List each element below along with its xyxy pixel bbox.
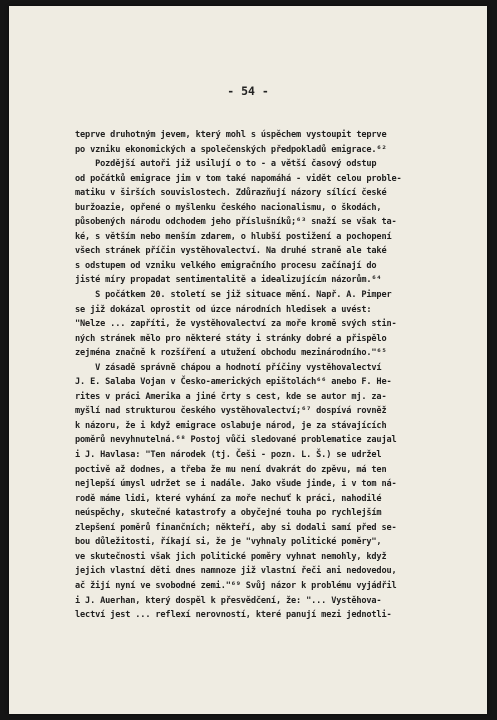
text-line: všech stránek příčin vystěhovalectví. Na druhé straně ale také (75, 246, 387, 257)
text-line: teprve druhotným jevem, který mohl s úspěchem vystoupit teprve (75, 130, 387, 140)
text-line: "Nelze ... zapříti, že vystěhovalectví za moře kromě svých stin- (75, 319, 397, 330)
text-line: zlepšení poměrů finančních; někteří, aby si dodali samí před se- (75, 522, 397, 533)
text-line: od počátků emigrace jim v tom také napomáhá - vidět celou proble- (75, 173, 402, 184)
text-line: bou důležitosti, říkají si, že je "vyhnaly politické poměry", (75, 537, 382, 548)
text-line: Pozdější autoři již usilují o to - a větší časový odstup (75, 159, 377, 170)
text-line: k názoru, že i když emigrace oslabuje národ, je za stávajících (75, 420, 387, 431)
text-line: i J. Auerhan, který dospěl k přesvědčení, že: "... Vystěhova- (75, 595, 382, 606)
text-line: V zásadě správně chápou a hodnotí příčiny vystěhovalectví (75, 362, 382, 373)
text-line: zejména značně k rozšíření a utužení obchodu mezinárodního."⁶⁵ (75, 348, 387, 359)
text-line: matiku v širších souvislostech. Zdůrazňují názory sílící české (75, 188, 387, 199)
text-line: nejlepší úmysl udržet se i nadále. Jako všude jinde, i v tom ná- (75, 479, 397, 490)
text-line: s odstupem od vzniku velkého emigračního procesu začínají do (75, 260, 377, 271)
document-page (9, 6, 487, 714)
text-line: poctivě až dodnes, a třeba že mu není dvakrát do zpěvu, má ten (75, 464, 387, 475)
text-line: rodě máme lidi, které vyhání za moře nechuť k práci, nahodilé (75, 493, 382, 504)
text-line: ve skutečnosti však jich politické poměry vyhnat nemohly, když (75, 551, 387, 562)
body-text (75, 128, 465, 623)
text-line: ných stránek mělo pro některé státy i stránky dobré a přispělo (75, 333, 387, 344)
text-line: ač žijí nyní ve svobodné zemi."⁶⁹ Svůj názor k problému vyjádřil (75, 580, 397, 591)
text-line: neúspěchy, skutečné katastrofy a obyčejné touha po rychlejším (75, 508, 382, 519)
text-line: jisté míry propadat sentimentalitě a idealizujícím názorům.⁶⁴ (75, 275, 382, 286)
text-line: jejich vlastní děti dnes namnoze již vlastní řeči ani nedovedou, (75, 566, 397, 577)
text-line: lectví jest ... reflexí nerovností, které panují mezi jednotli- (75, 610, 392, 621)
text-line: J. E. Salaba Vojan v Česko-amerických epištolách⁶⁶ anebo F. He- (75, 377, 392, 388)
text-line: ké, s větším nebo menším zdarem, o hlubší postižení a pochopení (75, 231, 392, 242)
text-line: S počátkem 20. století se již situace mění. Např. A. Pimper (75, 290, 392, 301)
text-line: poměrů nevyhnutelná.⁶⁸ Postoj vůči sledované problematice zaujal (75, 435, 397, 446)
text-line: rites v práci Amerika a jiné črty s cest, kde se autor mj. za- (75, 391, 387, 402)
text-line: působených národu odchodem jeho příslušníků;⁶³ snaží se však ta- (75, 217, 397, 228)
text-line: se již dokázal oprostit od úzce národních hledisek a uvést: (75, 304, 372, 315)
text-line: i J. Havlasa: "Ten národek (tj. Češi - pozn. L. Š.) se udržel (75, 450, 382, 461)
page-number: - 54 - (227, 84, 269, 98)
text-line: myšlí nad strukturou českého vystěhovalectví;⁶⁷ dospívá rovněž (75, 406, 387, 417)
text-line: buržoazie, opřené o myšlenku českého nacionalismu, o škodách, (75, 202, 382, 213)
text-line: po vzniku ekonomických a společenských předpokladů emigrace.⁶² (75, 144, 387, 155)
